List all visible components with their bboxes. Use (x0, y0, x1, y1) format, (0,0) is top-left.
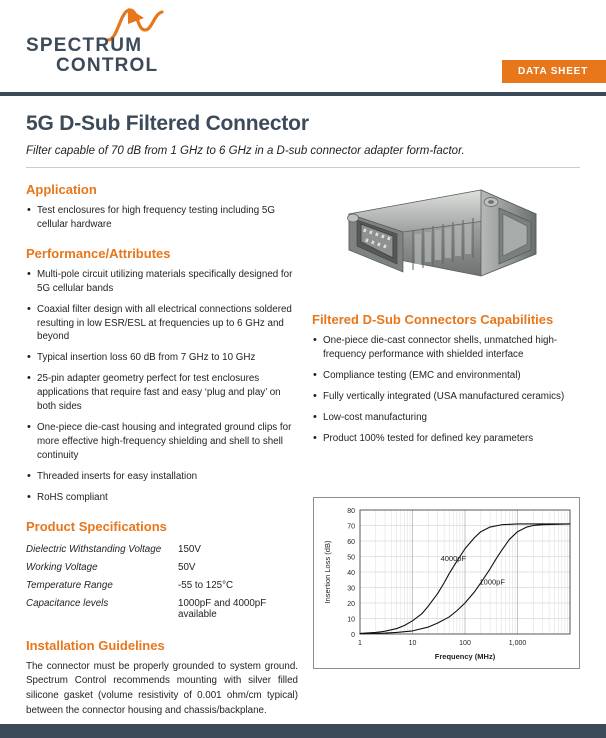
list-item: • 25-pin adapter geometry perfect for test enclosures applications that require fast and easy ‘plug and play’ on both sides (26, 372, 298, 414)
svg-text:1: 1 (358, 640, 362, 647)
list-item: • One-piece die-cast connector shells, unmatched high-frequency performance with shielded interface (312, 334, 580, 362)
performance-list (26, 268, 298, 505)
page-subtitle: Filter capable of 70 dB from 1 GHz to 6 GHz in a D-sub connector adapter form-factor. (26, 145, 465, 157)
table-row (26, 559, 298, 577)
svg-text:4000pF: 4000pF (440, 554, 467, 564)
svg-text:40: 40 (347, 570, 355, 577)
list-item: • Threaded inserts for easy installation (26, 470, 298, 484)
list-item: • Multi-pole circuit utilizing materials specifically designed for 5G cellular bands (26, 268, 298, 296)
d-sub-connector-illustration (331, 180, 561, 298)
specifications-table (26, 541, 298, 624)
page-header (0, 0, 606, 96)
installation-text: The connector must be properly grounded to system ground. Spectrum Control recommends mounting with silver filled silicone gasket (volume resistivity of 0.001 ohm/cm typical) between the connector housing and chassis/backplane. (26, 660, 298, 716)
list-item: • Test enclosures for high frequency testing including 5G cellular hardware (26, 204, 298, 232)
list-item: • Product 100% tested for defined key parameters (312, 432, 580, 446)
svg-text:100: 100 (459, 640, 471, 647)
performance-heading: Performance/Attributes (26, 245, 171, 261)
spec-value: 150V (178, 544, 201, 555)
application-list (26, 204, 298, 232)
logo-wordmark (26, 36, 158, 76)
svg-text:20: 20 (347, 601, 355, 608)
spec-value: -55 to 125°C (178, 580, 234, 591)
svg-text:10: 10 (347, 616, 355, 624)
logo-line-2: CONTROL (56, 54, 159, 76)
svg-text:80: 80 (347, 508, 355, 515)
svg-text:Frequency (MHz): Frequency (MHz) (434, 652, 496, 661)
svg-text:10: 10 (408, 640, 417, 647)
spec-label: Dielectric Withstanding Voltage (26, 544, 162, 555)
insertion-loss-chart-svg (314, 498, 579, 668)
list-item: • Typical insertion loss 60 dB from 7 GHz to 10 GHz (26, 351, 298, 365)
insertion-loss-chart (313, 497, 580, 669)
application-heading: Application (26, 182, 97, 197)
svg-text:50: 50 (347, 554, 355, 562)
installation-heading: Installation Guidelines (26, 637, 165, 653)
capabilities-list (312, 334, 580, 445)
list-item: • Low-cost manufacturing (312, 411, 580, 425)
table-row (26, 595, 298, 624)
list-item: • RoHS compliant (26, 491, 298, 505)
list-item: • One-piece die-cast housing and integrated ground clips for more effective high-frequency shielding and shell to shell continuity (26, 421, 298, 463)
svg-text:0: 0 (351, 632, 355, 639)
spec-value: 1000pF and 4000pF available (178, 598, 267, 620)
spec-label: Working Voltage (26, 562, 98, 573)
table-row (26, 577, 298, 595)
svg-text:70: 70 (347, 523, 355, 531)
spec-value: 50V (178, 562, 196, 573)
svg-text:30: 30 (347, 585, 355, 593)
svg-text:60: 60 (347, 539, 355, 546)
list-item: • Coaxial filter design with all electrical connections soldered resulting in low ESR/ESL at frequencies up to 6 GHz and beyond (26, 303, 298, 345)
specifications-heading: Product Specifications (26, 518, 167, 534)
list-item: • Compliance testing (EMC and environmental) (312, 369, 580, 383)
logo-line-1: SPECTRUM (26, 35, 143, 56)
footer-bar (0, 724, 606, 738)
connector-photo (331, 180, 561, 298)
table-row (26, 541, 298, 559)
svg-text:1,000: 1,000 (508, 640, 527, 647)
page-title: 5G D-Sub Filtered Connector (26, 112, 309, 135)
datasheet-badge: DATA SHEET (502, 60, 606, 83)
list-item: • Fully vertically integrated (USA manufactured ceramics) (312, 390, 580, 404)
svg-text:Insertion Loss (dB): Insertion Loss (dB) (323, 540, 332, 604)
spec-label: Temperature Range (26, 580, 113, 591)
left-column (26, 168, 298, 718)
capabilities-heading: Filtered D-Sub Connectors Capabilities (312, 312, 554, 327)
svg-text:1000pF: 1000pF (479, 577, 505, 587)
spec-label: Capacitance levels (26, 598, 109, 609)
